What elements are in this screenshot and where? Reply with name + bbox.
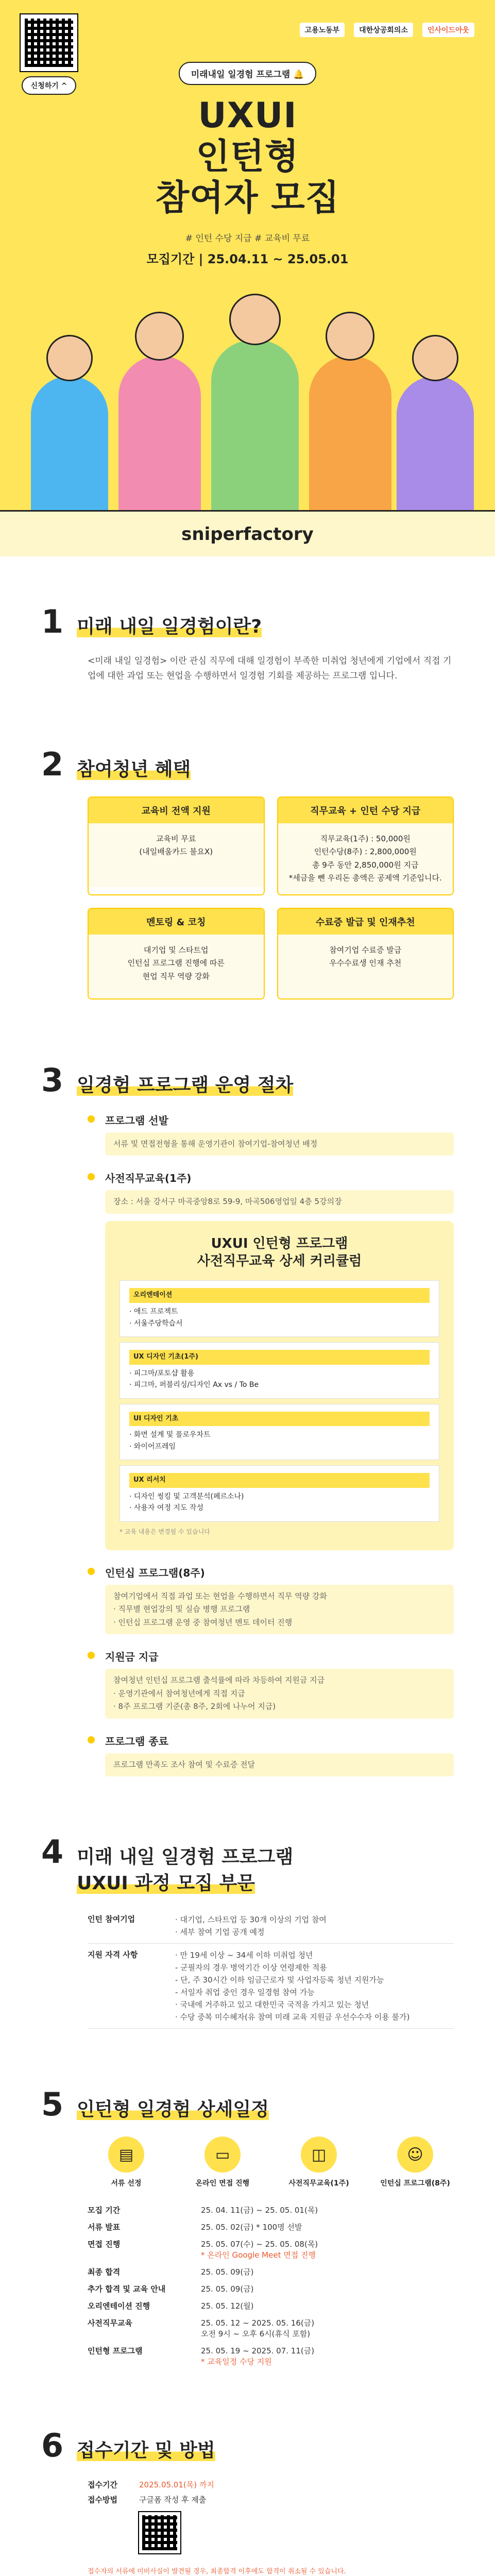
benefit-card	[277, 796, 454, 895]
brand-bar	[0, 510, 495, 556]
step-title: 프로그램 선발	[105, 1114, 168, 1127]
benefit-grid	[41, 796, 454, 999]
benefit-card-title: 교육비 전액 지원	[89, 798, 264, 823]
logo-moel: 고용노동부	[300, 23, 345, 37]
person-illustration	[309, 355, 391, 510]
flow-step: ☺ 인턴십 프로그램(8주)	[377, 2137, 454, 2188]
step-desc: 장소 : 서울 강서구 마곡중앙8로 59-9, 마곡506영업일 4층 5강의장	[105, 1190, 454, 1214]
hero-section	[0, 0, 495, 556]
curriculum-note: * 교육 내용은 변경될 수 있습니다	[120, 1528, 210, 1535]
section-title: 미래 내일 일경험이란?	[77, 616, 262, 637]
process-step	[88, 1649, 454, 1719]
section-title: 인턴형 일경험 상세일정	[77, 2099, 269, 2121]
benefit-card	[277, 908, 454, 999]
section-number: 1	[41, 603, 64, 640]
row-value: · 대기업, 스타트업 등 30개 이상의 기업 참여 · 세부 참여 기업 공개 예정	[175, 1915, 327, 1937]
benefit-card-body: 참여기업 수료증 발급 우수수료생 인재 추천	[278, 935, 453, 998]
process-step	[88, 1112, 454, 1156]
apply-info: 접수기간 2025.05.01(목) 까지 접수방법 구글폼 작성 후 제출 접수자의 서류에 미비사실이 발견될 경우, 최종합격 이후에도 합격이 취소될 수 있습니다.	[41, 2478, 454, 2576]
curriculum-box: UX 리서치 · 디자인 씽킹 및 고객분석(페르소나) · 사용자 여정 지도 작성	[120, 1465, 439, 1522]
step-desc: 서류 및 면접전형을 통해 운영기관이 참여기업-참여청년 배정	[105, 1132, 454, 1156]
section-4	[0, 1833, 495, 2029]
monitor-icon: ▭	[204, 2137, 241, 2173]
section-title: 참여청년 혜택	[77, 758, 191, 780]
process-flow	[41, 1112, 454, 1776]
step-desc: 참여청년 인턴십 프로그램 출석률에 따라 차등하여 지원금 지급 · 운영기관에서 참여청년에게 직접 지급 · 8주 프로그램 기준(총 8주, 2회에 나누어 지급)	[105, 1669, 454, 1719]
schedule-row: 최종 합격 25. 05. 09(금)	[88, 2267, 254, 2277]
section-number: 4	[41, 1833, 64, 1871]
person-illustration	[118, 355, 201, 510]
section-number: 3	[41, 1061, 64, 1099]
hero-tags: # 인턴 수당 지급 # 교육비 무료	[185, 233, 310, 244]
schedule-row: 사전직무교육 25. 05. 12 ~ 2025. 05. 16(금) 오전 9시 ~ 오후 6시(휴식 포함)	[88, 2318, 315, 2339]
section-6	[0, 2427, 495, 2576]
benefit-card-title: 수료증 발급 및 인재추천	[278, 909, 453, 935]
benefit-card-body: 교육비 무료 (내일배움카드 불요X)	[89, 823, 264, 887]
curriculum-box: UI 디자인 기초 · 화면 설계 및 플로우차트 · 와이어프레임	[120, 1404, 439, 1461]
schedule-row: 면접 진행 25. 05. 07(수) ~ 25. 05. 08(목) * 온라인 Google Meet 면접 진행	[88, 2240, 318, 2260]
document-icon: ▤	[108, 2137, 144, 2173]
benefit-card-title: 직무교육 + 인턴 수당 지급	[278, 798, 453, 823]
step-desc: 프로그램 만족도 조사 참여 및 수료증 전달	[105, 1753, 454, 1777]
section-1	[0, 603, 495, 684]
person-head	[135, 312, 184, 361]
curriculum-title: UXUI 인턴형 프로그램 사전직무교육 상세 커리큘럼	[197, 1235, 362, 1269]
brand-logo: sniperfactory	[181, 523, 314, 545]
flow-step: ▭ 온라인 면접 진행	[184, 2137, 261, 2188]
row-key: 인턴 참여기업	[88, 1914, 135, 1924]
table-row	[88, 1908, 454, 1944]
logo-insideout: 인사이드아웃	[422, 23, 474, 37]
apply-button[interactable]: 신청하기 ^	[22, 76, 77, 95]
section-5	[0, 2086, 495, 2370]
person-head	[229, 294, 281, 345]
benefit-card-title: 멘토링 & 코칭	[89, 909, 264, 935]
intro-text: <미래 내일 일경험> 이란 관심 직무에 대해 일경험이 부족한 미취업 청년에게 기업에서 직접 기업에 대한 과업 또는 현업을 수행하면서 일경험 기회를 제공하는 프로그램 입니다.	[88, 656, 452, 681]
hero-period: 모집기간 | 25.04.11 ~ 25.05.01	[146, 251, 349, 266]
person-head	[412, 335, 458, 381]
hero-title-line: UXUI	[198, 95, 297, 136]
hero-title-line: 참여자 모집	[155, 178, 340, 219]
step-title: 사전직무교육(1주)	[105, 1172, 192, 1185]
section-title: 접수기간 및 방법	[77, 2440, 215, 2462]
process-step	[88, 1170, 454, 1550]
table-row	[88, 1944, 454, 2029]
flow-step: ◫ 사전직무교육(1주)	[280, 2137, 357, 2188]
row-value: · 만 19세 이상 ~ 34세 이하 미취업 청년 - 군필자의 경우 병역기간 이상 연령제한 적용 - 단, 주 30시간 이하 임금근로자 및 사업자등록 청년 지원가능 - 서일자 취업 중인 경우 일경험 참여 가능 · 국내에 거주하고 있고 대한민국 국적을 가지고 있는 청년 · 수당 중복 미수혜자(유 참여 미래 교육 지원금 우선수수자 이용 불가)	[175, 1951, 410, 2022]
person-head	[326, 312, 374, 361]
section-title: 미래 내일 일경험 프로그램 UXUI 과정 모집 부문	[77, 1846, 294, 1894]
schedule-flow	[41, 2137, 454, 2188]
hero-title-line: 인턴형	[196, 137, 299, 178]
benefit-card-body: 직무교육(1주) : 50,000원 인턴수당(8주) : 2,800,000원 총 9주 동안 2,850,000원 지급 *세금을 뺀 우리돈 총액은 공제액 기준입니다.	[278, 823, 453, 894]
section-2	[0, 745, 495, 999]
person-head	[46, 335, 93, 381]
section-number: 2	[41, 745, 64, 783]
step-title: 지원금 지급	[105, 1651, 159, 1664]
people-illustration	[0, 299, 495, 510]
process-step	[88, 1733, 454, 1777]
curriculum-panel	[105, 1221, 454, 1550]
person-illustration	[211, 340, 299, 510]
section-number: 5	[41, 2086, 64, 2124]
schedule-list	[41, 2201, 454, 2370]
schedule-row: 서류 발표 25. 05. 02(금) * 100명 선발	[88, 2223, 302, 2232]
schedule-row: 모집 기간 25. 04. 11(금) ~ 25. 05. 01(목)	[88, 2206, 318, 2215]
process-step	[88, 1565, 454, 1635]
apply-qr-code[interactable]	[139, 2512, 180, 2553]
schedule-row: 추가 합격 및 교육 안내 25. 05. 09(금)	[88, 2284, 254, 2294]
schedule-row: 인턴형 프로그램 25. 05. 19 ~ 2025. 07. 11(금) * 교육일정 수당 지원	[88, 2346, 315, 2367]
benefit-card	[88, 796, 265, 895]
hero-title	[0, 95, 495, 219]
section-3	[0, 1061, 495, 1776]
recruit-table	[41, 1908, 454, 2029]
section-number: 6	[41, 2427, 64, 2465]
step-title: 인턴십 프로그램(8주)	[105, 1566, 205, 1579]
section-title: 일경험 프로그램 운영 절차	[77, 1074, 294, 1096]
person-illustration	[397, 376, 474, 510]
benefit-card-body: 대기업 및 스타트업 인턴십 프로그램 진행에 따른 현업 직무 역량 강화	[89, 935, 264, 998]
benefit-card	[88, 908, 265, 999]
flow-step: ▤ 서류 선정	[88, 2137, 165, 2188]
schedule-row: 오리엔테이션 진행 25. 05. 12(월)	[88, 2301, 254, 2311]
team-icon: ☺	[397, 2137, 433, 2173]
step-title: 프로그램 종료	[105, 1735, 168, 1748]
person-illustration	[31, 376, 108, 510]
program-pill: 미래내일 일경험 프로그램 🔔	[179, 62, 317, 85]
step-desc: 참여기업에서 직접 과업 또는 현업을 수행하면서 직무 역량 강화 · 직무별 현업강의 및 실습 병행 프로그램 · 인턴십 프로그램 운영 중 참여청년 멘토 데이터 진행	[105, 1585, 454, 1635]
row-key: 지원 자격 사항	[88, 1950, 138, 1960]
curriculum-box: UX 디자인 기초(1주) · 피그마/포토샵 활용 · 피그마, 퍼블리싱/디자인 Ax vs / To Be	[120, 1342, 439, 1399]
curriculum-box: 오리엔테이션 · 애드 프로젝트 · 서울주당학습서	[120, 1280, 439, 1337]
warning-text: 접수자의 서류에 미비사실이 발견될 경우, 최종합격 이후에도 합격이 취소될 수 있습니다.	[88, 2568, 346, 2576]
partner-logos	[300, 23, 474, 37]
presentation-icon: ◫	[301, 2137, 337, 2173]
logo-korcham: 대한상공회의소	[354, 23, 413, 37]
